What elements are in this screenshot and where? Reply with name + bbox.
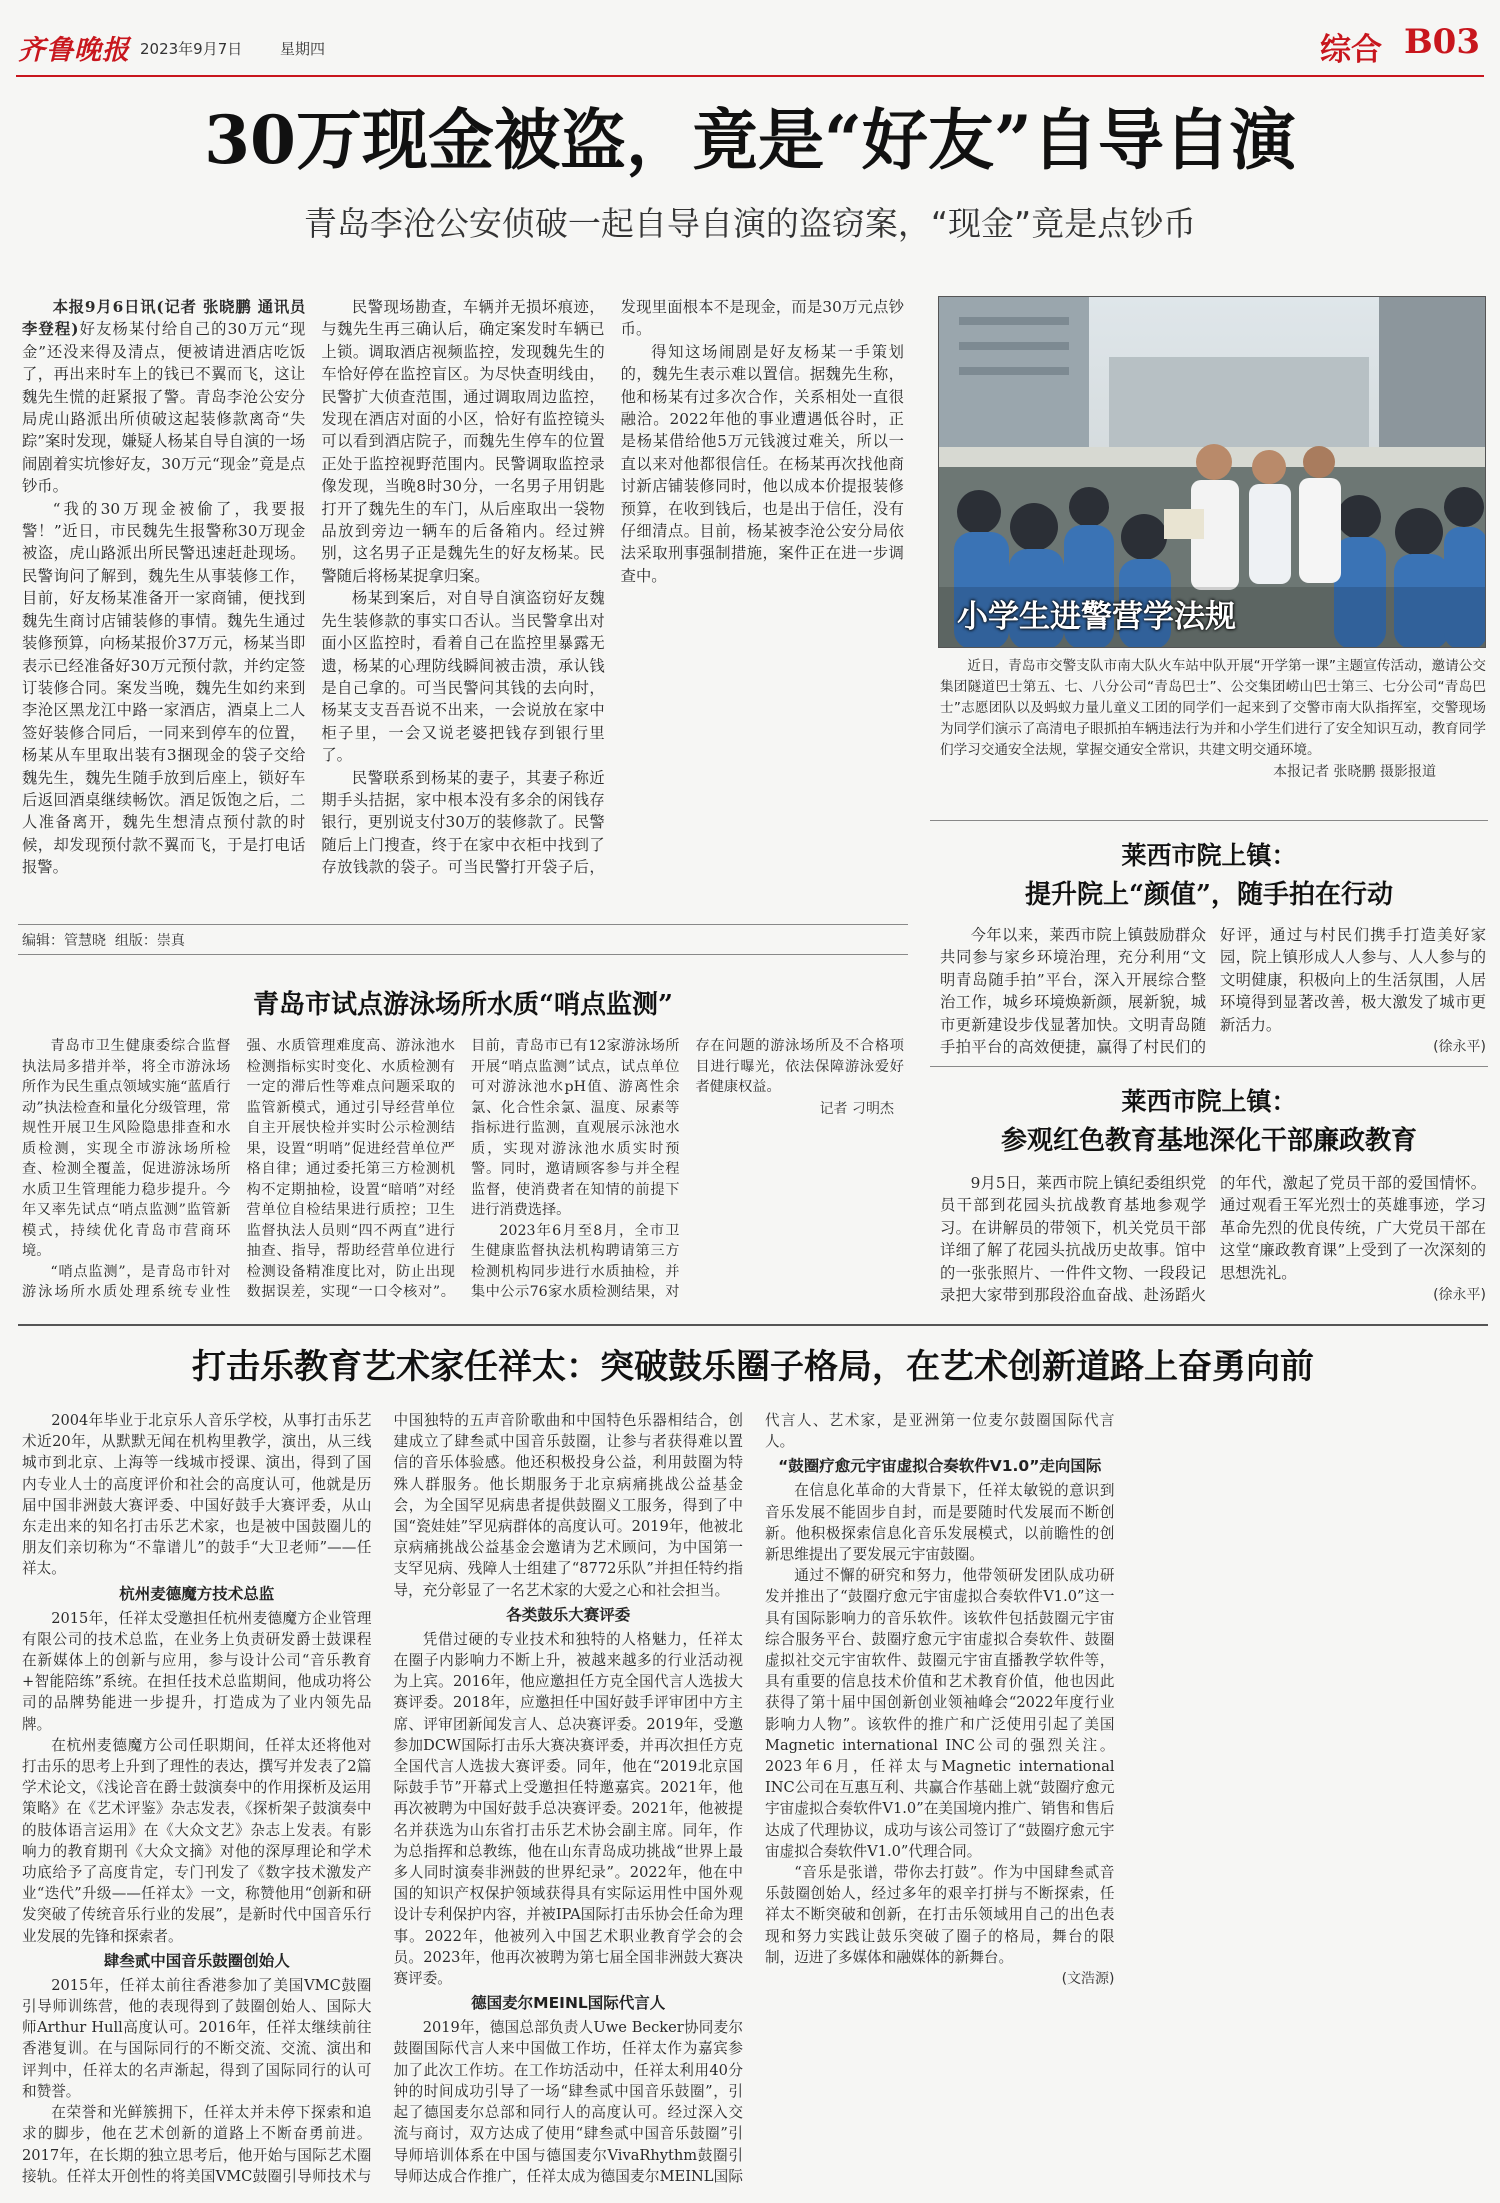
drum-subhead: 肆叁贰中国音乐鼓圈创始人: [103, 1951, 290, 1970]
laixi1-author: (徐永平): [1433, 1039, 1486, 1056]
story1-paragraph: 民警现场勘查，车辆并无损坏痕迹，与魏先生再三确认后，确定案发时车辆已上锁。调取酒店视频监控，发现魏先生的车恰好停在监控盲区。为尽快查明线由，民警扩大侦查范围，通过调取周边监控，发现在酒店对面的小区，恰好有监控镜头可以看到酒店院子，而魏先生停车的位置正处于监控视野范围内。民警调取监控录像发现，当晚8时30分，一名男子用钥匙打开了魏先生的车门，从后座取出一袋物品放到旁边一辆车的后备箱内。经过辨别，这名男子正是魏先生的好友杨某。民警随后将杨某捉拿归案。: [321, 298, 605, 585]
divider: [930, 1066, 1488, 1067]
section-name: 综合: [1320, 32, 1382, 68]
story1-paragraph: 得知这场闹剧是好友杨某一手策划的，魏先生表示难以置信。据魏先生称，他和杨某有过多次合作，关系相处一直很融洽。2022年他的事业遭遇低谷时，正是杨某借给他5万元钱渡过难关，所以一直以来对他都很信任。在杨某再次找他商讨新店铺装修同时，他以成本价提报装修预算，在收到钱后，也是出于信任，没有仔细清点。目前，杨某被李沧公安分局依法采取刑事强制措施，案件正在进一步调查中。: [620, 342, 904, 585]
laixi1-body: 今年以来，莱西市院上镇鼓励群众共同参与家乡环境治理，充分利用“文明青岛随手拍”平台，深入开展综合整治工作，城乡环境焕新颜，展新貌，城市更新建设步伐显著加快。文明青岛随手拍平台的高效便捷，赢得了村民们的好评，通过与村民们携手打造美好家园，院上镇形成人人参与、人人参与的文明健康，积极向上的生活氛围，人居环境得到显著改善，极大激发了城市更新活力。 (徐永平): [940, 926, 1486, 1057]
story1-paragraph: 本报9月6日讯(记者 张晓鹏 通讯员 李登程)好友杨某付给自己的30万元“现金”还没来得及清点，便被请进酒店吃饭了，再出来时车上的钱已不翼而飞，这让魏先生慌的赶紧报了警。青岛李沧公安分局虎山路派出所侦破这起装修款离奇“失踪”案时发现，嫌疑人杨某自导自演的一场闹剧着实坑惨好友，30万元“现金”竟是点钞币。: [22, 298, 306, 496]
divider: [18, 924, 908, 925]
laixi2-title-line1: 莱西市院上镇：: [1121, 1087, 1297, 1116]
photo-caption: 近日，青岛市交警支队市南大队火车站中队开展“开学第一课”主题宣传活动，邀请公交集团隧道巴士第五、七、八分公司“青岛巴士”、公交集团崂山巴士第三、七分公司“青岛巴士”志愿团队以及蚂蚁力量儿童义工团的同学们一起来到了交警市南大队指挥室，交警现场为同学们演示了高清电子眼抓拍车辆违法行为并和小学生们进行了安全知识互动，教育同学们学习交通安全法规，掌握交通安全常识，共建文明交通环境。 本报记者 张晓鹏 摄影报道: [940, 658, 1486, 780]
story1-headline: 30万现金被盗，竟是“好友”自导自演: [204, 101, 1296, 179]
photo-credit: 本报记者 张晓鹏 摄影报道: [1273, 764, 1436, 780]
laixi1-title-line1: 莱西市院上镇：: [1121, 841, 1297, 870]
masthead: [16, 22, 1486, 74]
pool-author: 记者 刁明杰: [819, 1100, 894, 1117]
editor-credit: 编辑：管慧晓 组版：崇真: [22, 933, 185, 949]
laixi1-title-line2: 提升院上“颜值”，随手拍在行动: [1025, 880, 1393, 910]
issue-date: 2023年9月7日: [140, 40, 243, 58]
masthead-rule: [16, 75, 1484, 77]
newspaper-logo: 齐鲁晚报: [18, 35, 130, 66]
issue-weekday: 星期四: [280, 40, 326, 58]
pool-body: 青岛市卫生健康委综合监督执法局多措并举，将全市游泳场所作为民生重点领域实施“蓝盾行动”执法检查和量化分级管理，常规性开展卫生风险隐患排查和水质检测，实现全市游泳场所检查、检测全覆盖，促进游泳场所水质卫生管理能力稳步提升。今年又率先试点“哨点监测”监管新模式，持续优化青岛市营商环境。 “哨点监测”，是青岛市针对游泳场所水质处理系统专业性强、水质管理难度高、游泳池水检测指标实时变化、水质检测有一定的滞后性等难点问题采取的监管新模式，通过引导经营单位自主开展快检并实时公示检测结果，设置“明哨”促进经营单位严格自律；通过委托第三方检测机构不定期抽检，设置“暗哨”对经营单位自检结果进行质控；卫生监督执法人员则“四不两直”进行抽查、指导，帮助经营单位进行检测设备精准度比对，防止出现数据误差，实现“一口令核对”。目前，青岛市已有12家游泳场所开展“哨点监测”试点，试点单位可对游泳池水pH值、游离性余氯、化合性余氯、温度、尿素等指标进行监测，直观展示泳池水质，实现对游泳池水质实时预警。同时，邀请顾客参与并全程监督，使消费者在知情的前提下进行消费选择。 2023年6月至8月，全市卫生健康监督执法机构聘请第三方检测机构同步进行水质抽检，并集中公示76家水质检测结果，对存在问题的游泳场所及不合格项目进行曝光，依法保障游泳爱好者健康权益。 记者 刁明杰: [22, 1038, 904, 1300]
divider: [18, 1324, 1488, 1326]
story1-paragraph: “我的30万现金被偷了，我要报警！”近日，市民魏先生报警称30万现金被盗，虎山路派出所民警迅速赶赴现场。民警询问了解到，魏先生从事装修工作，目前，好友杨某准备开一家商铺，便找到魏先生商讨店铺装修的事情。魏先生通过装修预算，向杨某报价37万元，杨某当即表示已经准备好30万元预付款，并约定签订装修合同。案发当晚，魏先生如约来到李沧区黑龙江中路一家酒店，酒桌上二人签好装修合同后，一同来到停车的位置，杨某从车里取出装有3捆现金的袋子交给魏先生，魏先生随手放到后座上，锁好车后返回酒桌继续畅饮。酒足饭饱之后，二人准备离开，魏先生想清点预付款的时候，却发现预付款不翼而飞，于是打电话报警。: [22, 499, 306, 877]
drum-author: (文浩源): [1061, 1971, 1115, 1988]
drum-subhead: 德国麦尔MEINL国际代言人: [471, 1994, 666, 2013]
laixi2-title-line2: 参观红色教育基地深化干部廉政教育: [1000, 1126, 1417, 1156]
laixi2-body: 9月5日，莱西市院上镇纪委组织党员干部到花园头抗战教育基地参观学习。在讲解员的带领下，机关党员干部详细了解了花园头抗战历史故事。馆中的一张张照片、一件件文物、一段段记录把大家带到那段浴血奋战、赴汤蹈火的年代，激起了党员干部的爱国情怀。通过观看王军光烈士的英雄事迹，学习革命先烈的优良传统，广大党员干部在这堂“廉政教育课”上受到了一次深刻的思想洗礼。 (徐永平): [940, 1174, 1486, 1305]
news-photo: [938, 296, 1486, 648]
story1-paragraph: 杨某到案后，对自导自演盗窃好友魏先生装修款的事实口否认。当民警拿出对面小区监控时，看着自己在监控里暴露无遗，杨某的心理防线瞬间被击溃，承认钱是自己拿的。可当民警问其钱的去向时，杨某支支吾吾说不出来，一会说放在家中柜子里，一会又说老婆把钱存到银行里了。: [321, 589, 605, 765]
drum-subhead: 各类鼓乐大赛评委: [506, 1605, 631, 1624]
story1-lead: 本报9月6日讯(记者 张晓鹏 通讯员 李登程): [22, 298, 306, 339]
divider: [18, 954, 908, 955]
story1-paragraph: 民警联系到杨某的妻子，其妻子称近期手头拮据，家中根本没有多余的闲钱存银行，更别说支付30万的装修款了。民警随后上门搜查，终于在家中衣柜中找到了存放钱款的袋子。可当民警打开袋子后，发现里面根本不是现金，而是30万元点钞币。: [321, 298, 904, 877]
story1-body: [22, 296, 904, 916]
photo-overlay-caption: 小学生进警营学法规: [957, 599, 1236, 635]
story1-subhead: 青岛李沧公安侦破一起自导自演的盗窃案，“现金”竟是点钞币: [303, 204, 1197, 243]
drum-subhead: 杭州麦德魔方技术总监: [119, 1584, 275, 1603]
drum-subhead: “鼓圈疗愈元宇宙虚拟合奏软件V1.0”走向国际: [778, 1457, 1102, 1476]
laixi2-author: (徐永平): [1433, 1287, 1486, 1304]
divider: [930, 820, 1488, 821]
drum-body: 2004年毕业于北京乐人音乐学校，从事打击乐艺术近20年，从默默无闻在机构里教学，演出，从三线城市到北京、上海等一线城市授课、演出，得到了国内专业人士的高度评价和社会的高度认可，他就是历届中国非洲鼓大赛评委、中国好鼓手大赛评委，从山东走出来的知名打击乐艺术家，也是被中国鼓圈儿的朋友们亲切称为“不靠谱儿”的鼓手“大卫老师”——任祥太。 杭州麦德魔方技术总监 2015年，任祥太受邀担任杭州麦德魔方企业管理有限公司的技术总监，在业务上负责研发爵士鼓课程在新媒体上的创新与应用，参与设计公司“音乐教育+智能陪练”系统。在担任技术总监期间，他成功将公司的品牌势能进一步提升，打造成为了业内领先品牌。 在杭州麦德魔方公司任职期间，任祥太还将他对打击乐的思考上升到了理性的表达，撰写并发表了2篇学术论文，《浅论音在爵士鼓演奏中的作用探析及运用策略》在《艺术评鉴》杂志发表，《探析架子鼓演奏中的肢体语言运用》在《大众文艺》杂志上发表。有影响力的教育期刊《大众文摘》对他的深厚理论和学术功底给予了高度肯定，专门刊发了《数字技术激发产业“迭代”升级——任祥太》一文，称赞他用“创新和研发突破了传统音乐行业的发展”，是新时代中国音乐行业发展的先锋和探索者。 肆叁贰中国音乐鼓圈创始人 2015年，任祥太前往香港参加了美国VMC鼓圈引导师训练营，他的表现得到了鼓圈创始人、国际大师Arthur Hull高度认可。2016年，任祥太继续前往香港复训。在与国际同行的不断交流、交流、演出和评判中，任祥太的名声渐起，得到了国际同行的认可和赞誉。 在荣誉和光鲜簇拥下，任祥太并未停下探索和追求的脚步，他在艺术创新的道路上不断奋勇前进。2017年，在长期的独立思考后，他开始与国际艺术圈接轨。任祥太开创性的将美国VMC鼓圈引导师技术与中国独特的五声音阶歌曲和中国特色乐器相结合，创建成立了肆叁贰中国音乐鼓圈，让参与者获得难以置信的音乐体验感。他还积极投身公益，利用鼓圈为特殊人群服务。他长期服务于北京病痛挑战公益基金会，为全国罕见病患者提供鼓圈义工服务，得到了中国“瓷娃娃”罕见病群体的高度认可。2019年，他被北京病痛挑战公益基金会邀请为艺术顾问，为中国第一支罕见病、残障人士组建了“8772乐队”并担任特约指导，充分彰显了一名艺术家的大爱之心和社会担当。 各类鼓乐大赛评委 凭借过硬的专业技术和独特的人格魅力，任祥太在圈子内影响力不断上升，被越来越多的行业活动视为上宾。2016年，他应邀担任方克全国代言人选拔大赛评委。2018年，应邀担任中国好鼓手评审团中方主席、评审团新闻发言人、总决赛评委。2019年，受邀参加DCW国际打击乐大赛决赛评委，并再次担任方克全国代言人选拔大赛评委。同年，他在“2019北京国际鼓手节”开幕式上受邀担任特邀嘉宾。2021年，他再次被聘为中国好鼓手总决赛评委。2021年，他被提名并获选为山东省打击乐艺术协会副主席。同年，作为总指挥和总教练，他在山东青岛成功挑战“世界上最多人同时演奏非洲鼓的世界纪录”。2022年，他在中国的知识产权保护领域获得具有实际运用性中国外观设计专利保护内容，并被IPA国际打击乐协会任命为理事。2022年，他被列入中国艺术职业教育学会的会员。2023年，他再次被聘为第七届全国非洲鼓大赛决赛评委。 德国麦尔MEINL国际代言人 2019年，德国总部负责人Uwe Becker协同麦尔鼓圈国际代言人来中国做工作坊，任祥太作为嘉宾参加了此次工作坊。在工作坊活动中，任祥太利用40分钟的时间成功引导了一场“肆叁贰中国音乐鼓圈”，引起了德国麦尔总部和同行人的高度认可。经过深入交流与商讨，双方达成了使用“肆叁贰中国音乐鼓圈”引导师培训体系在中国与德国麦尔VivaRhythm鼓圈引导师达成合作推广，任祥太成为德国麦尔MEINL国际代言人、艺术家，是亚洲第一位麦尔鼓圈国际代言人。 “鼓圈疗愈元宇宙虚拟合奏软件V1.0”走向国际 在信息化革命的大背景下，任祥太敏锐的意识到音乐发展不能固步自封，而是要随时代发展而不断创新。他积极探索信息化音乐发展模式，以前瞻性的创新思维提出了要发展元宇宙鼓圈。 通过不懈的研究和努力，他带领研发团队成功研发并推出了“鼓圈疗愈元宇宙虚拟合奏软件V1.0”这一具有国际影响力的音乐软件。该软件包括鼓圈元宇宙综合服务平台、鼓圈疗愈元宇宙虚拟合奏软件、鼓圈虚拟社交元宇宙软件、鼓圈元宇宙直播教学软件等，具有重要的信息技术价值和艺术教育价值，他也因此获得了第十届中国创新创业领袖峰会“2022年度行业影响力人物”。该软件的推广和广泛使用引起了美国Magnetic international INC公司的强烈关注。2023年6月，任祥太与Magnetic international INC公司在互惠互利、共赢合作基础上就“鼓圈疗愈元宇宙虚拟合奏软件V1.0”在美国境内推广、销售和售后达成了代理协议，成功与该公司签订了“鼓圈疗愈元宇宙虚拟合奏软件V1.0”代理合同。 “音乐是张谱，带你去打鼓”。作为中国肆叁贰音乐鼓圈创始人，经过多年的艰辛打拼与不断探索，任祥太不断突破和创新，在打击乐领域用自己的出色表现和努力实践让鼓乐突破了圈子的格局，舞台的限制，迈进了多媒体和融媒体的新舞台。 (文浩源): [22, 1412, 1115, 2185]
pool-headline: 青岛市试点游泳场所水质“哨点监测”: [253, 990, 673, 1020]
drum-headline: 打击乐教育艺术家任祥太：突破鼓乐圈子格局，在艺术创新道路上奋勇向前: [192, 1347, 1314, 1387]
page-number: B03: [1403, 22, 1480, 62]
